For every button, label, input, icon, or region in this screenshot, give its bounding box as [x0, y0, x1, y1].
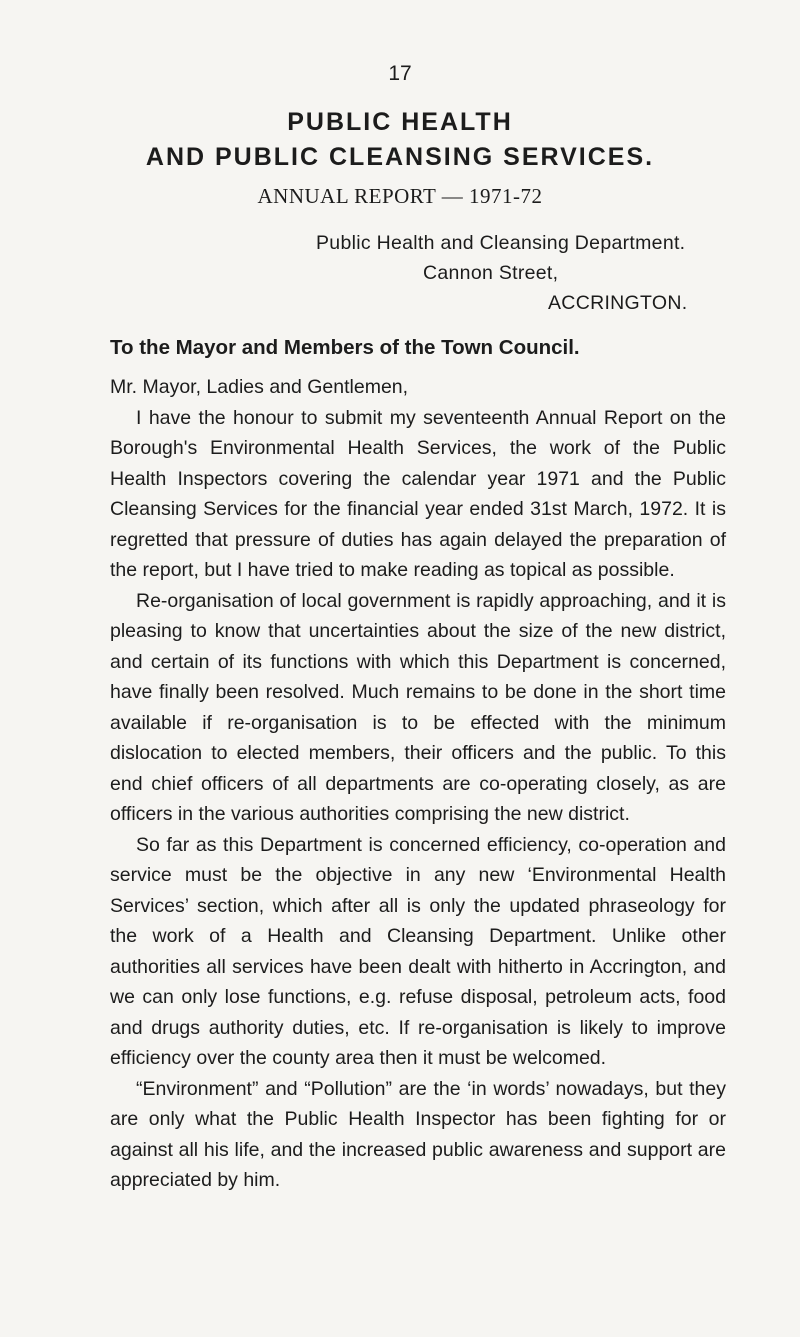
- addressee-heading: To the Mayor and Members of the Town Council.: [110, 336, 580, 359]
- paragraph-2: Re-organisation of local government is rapidly approaching, and it is pleasing to know that uncertainties about the size of the new district, and certain of its functions with which this Department is concerned, have finally been resolved. Much remains to be done in the short time available if re-organisation is to be effected with the minimum dislocation to elected members, their officers and the public. To this end chief officers of all departments are co-operating closely, as are officers in the various authorities comprising the new district.: [110, 589, 726, 825]
- report-subtitle: ANNUAL REPORT — 1971-72: [257, 184, 543, 208]
- salutation: Mr. Mayor, Ladies and Gentlemen,: [110, 376, 409, 398]
- paragraph-3: So far as this Department is concerned efficiency, co-operation and service must be the objective in any new ‘Environmental Health Services’ section, which after all is only the updated phraseology for the work of a Health and Cleansing Department. Unlike other authorities all services have been dealt with hitherto in Accrington, and we can only lose functions, e.g. refuse disposal, petroleum acts, food and drugs authority duties, etc. If re-organisation is likely to improve efficiency over the county area then it must be welcomed.: [110, 833, 726, 1069]
- address-street: Cannon Street,: [423, 262, 559, 284]
- address-department: Public Health and Cleansing Department.: [316, 232, 686, 254]
- letter-body: [110, 372, 726, 1196]
- paragraph-1: I have the honour to submit my seventeenth Annual Report on the Borough's Environmental Health Services, the work of the Public Health Inspectors covering the calendar year 1971 and the Public Cleansing Services for the financial year ended 31st March, 1972. It is regretted that pressure of duties has again delayed the preparation of the report, but I have tried to make reading as topical as possible.: [110, 406, 726, 581]
- paragraph-4: “Environment” and “Pollution” are the ‘in words’ nowadays, but they are only what the Public Health Inspector has been fighting for or against all his life, and the increased public awareness and support are appreciated by him.: [110, 1077, 726, 1191]
- report-title-line-1: PUBLIC HEALTH: [287, 108, 513, 136]
- page-number: 17: [388, 62, 412, 85]
- report-title-line-2: AND PUBLIC CLEANSING SERVICES.: [145, 143, 655, 171]
- address-town: ACCRINGTON.: [548, 292, 688, 314]
